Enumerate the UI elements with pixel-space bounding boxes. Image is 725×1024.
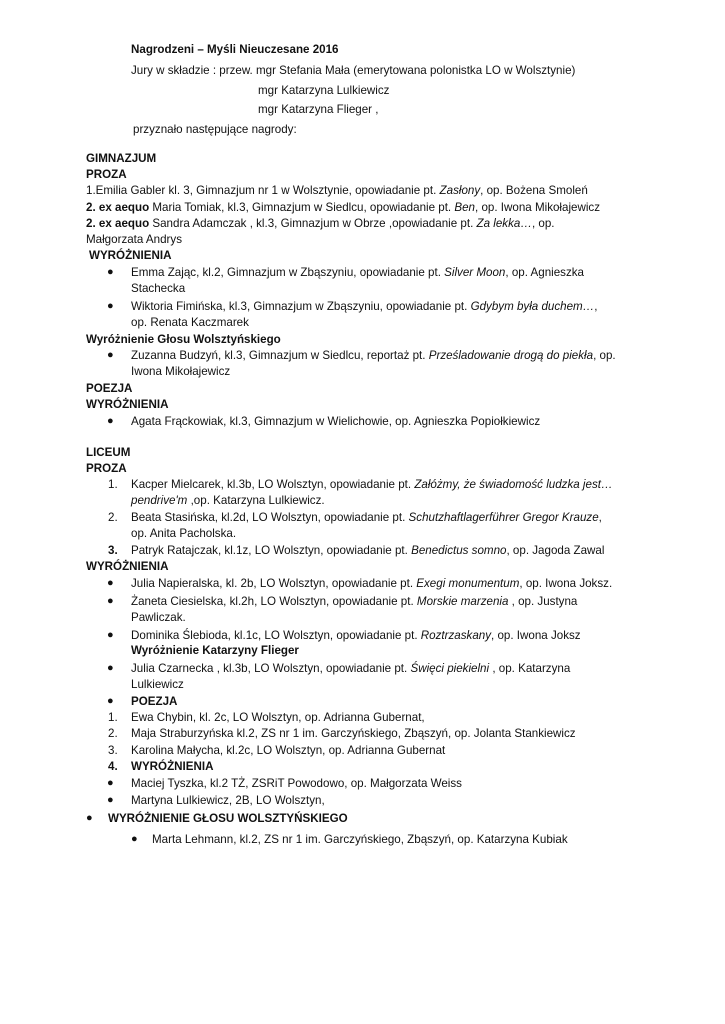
- entry-text: , op. Bożena Smoleń: [480, 184, 588, 197]
- entry-text: Wiktoria Fimińska, kl.3, Gimnazjum w Zbąszyniu, opowiadanie pt.: [131, 300, 471, 313]
- jury-intro: Jury w składzie : przew. mgr Stefania Mała (emerytowana polonistka LO w Wolsztynie): [131, 64, 576, 77]
- special-award-label: Wyróżnienie Katarzyny Flieger: [131, 644, 299, 657]
- work-title: pendrive'm: [131, 494, 188, 507]
- entry-continuation: Małgorzata Andrys: [86, 233, 183, 246]
- list-number: 1.: [108, 478, 118, 491]
- subheading-wyroznienia: WYRÓŻNIENIA: [131, 760, 214, 773]
- entry-continuation: op. Renata Kaczmarek: [131, 316, 249, 329]
- subheading-poezja: POEZJA: [131, 695, 178, 708]
- subheading-poezja: POEZJA: [86, 382, 133, 395]
- work-title: Święci piekielni: [410, 662, 490, 675]
- entry-continuation: Lulkiewicz: [131, 678, 184, 691]
- award-entry: [86, 183, 588, 198]
- subheading-wyroznienia: WYRÓŻNIENIA: [86, 398, 169, 411]
- list-item: [131, 477, 613, 492]
- work-title: Prześladowanie drogą do piekła: [428, 349, 594, 362]
- place-label: 2. ex aequo: [86, 217, 150, 230]
- work-title: Roztrzaskany: [420, 629, 492, 642]
- subheading-glos: WYRÓŻNIENIE GŁOSU WOLSZTYŃSKIEGO: [108, 812, 348, 825]
- work-title: Gdybym była duchem…: [470, 300, 595, 313]
- subheading-wyroznienia: WYRÓŻNIENIA: [89, 249, 172, 262]
- entry-text: Kacper Mielcarek, kl.3b, LO Wolsztyn, opowiadanie pt.: [131, 478, 415, 491]
- list-item: [131, 299, 598, 314]
- bullet-icon: ●: [107, 577, 114, 589]
- entry-text: 1.Emilia Gabler kl. 3, Gimnazjum nr 1 w Wolsztynie, opowiadanie pt.: [86, 184, 440, 197]
- entry-continuation: op. Anita Pacholska.: [131, 527, 237, 540]
- entry-text: , op. Iwona Mikołajewicz: [475, 201, 601, 214]
- list-number: 2.: [108, 511, 118, 524]
- list-item: Ewa Chybin, kl. 2c, LO Wolsztyn, op. Adrianna Gubernat,: [131, 711, 425, 724]
- bullet-icon: ●: [107, 595, 114, 607]
- entry-text: , op. Jagoda Zawal: [506, 544, 605, 557]
- list-item: [131, 510, 602, 525]
- entry-text: , op. Katarzyna: [489, 662, 571, 675]
- list-item: Maja Straburzyńska kl.2, ZS nr 1 im. Garczyńskiego, Zbąszyń, op. Jolanta Stankiewicz: [131, 727, 576, 740]
- work-title: Załóżmy, że świadomość ludzka jest…: [414, 478, 613, 491]
- entry-text: Beata Stasińska, kl.2d, LO Wolsztyn, opowiadanie pt.: [131, 511, 409, 524]
- award-entry: [86, 216, 555, 231]
- award-entry: [86, 200, 600, 215]
- work-title: Schutzhaftlagerführer Gregor Krauze: [408, 511, 599, 524]
- list-number: 2.: [108, 727, 118, 740]
- entry-text: , op.: [593, 349, 616, 362]
- list-number: 1.: [108, 711, 118, 724]
- section-heading-gimnazjum: GIMNAZJUM: [86, 152, 157, 165]
- jury-member: mgr Katarzyna Flieger ,: [258, 103, 379, 116]
- entry-text: Zuzanna Budzyń, kl.3, Gimnazjum w Siedlcu, reportaż pt.: [131, 349, 429, 362]
- document-title: Nagrodzeni – Myśli Nieuczesane 2016: [131, 43, 339, 56]
- entry-continuation: [131, 493, 325, 508]
- bullet-icon: ●: [107, 415, 114, 427]
- bullet-icon: ●: [107, 629, 114, 641]
- list-item: Agata Frąckowiak, kl.3, Gimnazjum w Wielichowie, op. Agnieszka Popiołkiewicz: [131, 415, 541, 428]
- entry-text: Julia Napieralska, kl. 2b, LO Wolsztyn, opowiadanie pt.: [131, 577, 417, 590]
- entry-text: Patryk Ratajczak, kl.1z, LO Wolsztyn, opowiadanie pt.: [131, 544, 412, 557]
- entry-text: Żaneta Ciesielska, kl.2h, LO Wolsztyn, opowiadanie pt.: [131, 595, 417, 608]
- subheading-proza: PROZA: [86, 168, 127, 181]
- list-number: 3.: [108, 544, 118, 557]
- entry-text: , op. Agnieszka: [505, 266, 585, 279]
- entry-text: ,: [594, 300, 598, 313]
- work-title: Ben: [454, 201, 476, 214]
- list-item: Karolina Małycha, kl.2c, LO Wolsztyn, op. Adrianna Gubernat: [131, 744, 446, 757]
- bullet-icon: ●: [107, 794, 114, 806]
- list-item: Martyna Lulkiewicz, 2B, LO Wolsztyn,: [131, 794, 325, 807]
- entry-text: , op. Justyna: [508, 595, 578, 608]
- entry-text: ,op. Katarzyna Lulkiewicz.: [187, 494, 325, 507]
- bullet-icon: ●: [86, 812, 93, 824]
- bullet-icon: ●: [107, 349, 114, 361]
- bullet-icon: ●: [107, 266, 114, 278]
- subheading-wyroznienia: WYRÓŻNIENIA: [86, 560, 169, 573]
- place-label: 2. ex aequo: [86, 201, 150, 214]
- entry-text: Maria Tomiak, kl.3, Gimnazjum w Siedlcu, opowiadanie pt.: [149, 201, 455, 214]
- bullet-icon: ●: [107, 777, 114, 789]
- subheading-proza: PROZA: [86, 462, 127, 475]
- work-title: Zasłony: [439, 184, 481, 197]
- bullet-icon: ●: [107, 300, 114, 312]
- work-title: Benedictus somno: [411, 544, 507, 557]
- awarded-intro: przyznało następujące nagrody:: [133, 123, 297, 136]
- list-item: [131, 628, 581, 643]
- entry-text: ,: [598, 511, 602, 524]
- entry-text: Dominika Ślebioda, kl.1c, LO Wolsztyn, opowiadanie pt.: [131, 629, 421, 642]
- entry-text: Julia Czarnecka , kl.3b, LO Wolsztyn, opowiadanie pt.: [131, 662, 411, 675]
- bullet-icon: ●: [107, 662, 114, 674]
- bullet-icon: ●: [107, 695, 114, 707]
- entry-continuation: Iwona Mikołajewicz: [131, 365, 231, 378]
- list-item: Maciej Tyszka, kl.2 TŻ, ZSRiT Powodowo, op. Małgorzata Weiss: [131, 777, 462, 790]
- entry-text: Emma Zając, kl.2, Gimnazjum w Zbąszyniu, opowiadanie pt.: [131, 266, 445, 279]
- work-title: Exegi monumentum: [416, 577, 520, 590]
- work-title: Za lekka…: [476, 217, 532, 230]
- list-number: 3.: [108, 744, 118, 757]
- section-heading-liceum: LICEUM: [86, 446, 131, 459]
- work-title: Silver Moon: [444, 266, 506, 279]
- entry-text: Sandra Adamczak , kl.3, Gimnazjum w Obrze ,opowiadanie pt.: [149, 217, 477, 230]
- jury-member: mgr Katarzyna Lulkiewicz: [258, 84, 390, 97]
- list-item: [131, 265, 584, 280]
- entry-continuation: Pawliczak.: [131, 611, 186, 624]
- bullet-icon: ●: [131, 833, 138, 845]
- list-item: Marta Lehmann, kl.2, ZS nr 1 im. Garczyńskiego, Zbąszyń, op. Katarzyna Kubiak: [152, 833, 568, 846]
- entry-continuation: Stachecka: [131, 282, 186, 295]
- subheading-glos: Wyróżnienie Głosu Wolsztyńskiego: [86, 333, 281, 346]
- entry-text: , op. Iwona Joksz.: [519, 577, 613, 590]
- list-number: 4.: [108, 760, 118, 773]
- work-title: Morskie marzenia: [416, 595, 509, 608]
- list-item: [131, 576, 612, 591]
- list-item: [131, 594, 577, 609]
- list-item: [131, 543, 604, 558]
- entry-text: , op.: [531, 217, 555, 230]
- entry-text: , op. Iwona Joksz: [491, 629, 581, 642]
- list-item: [131, 661, 570, 676]
- list-item: [131, 348, 616, 363]
